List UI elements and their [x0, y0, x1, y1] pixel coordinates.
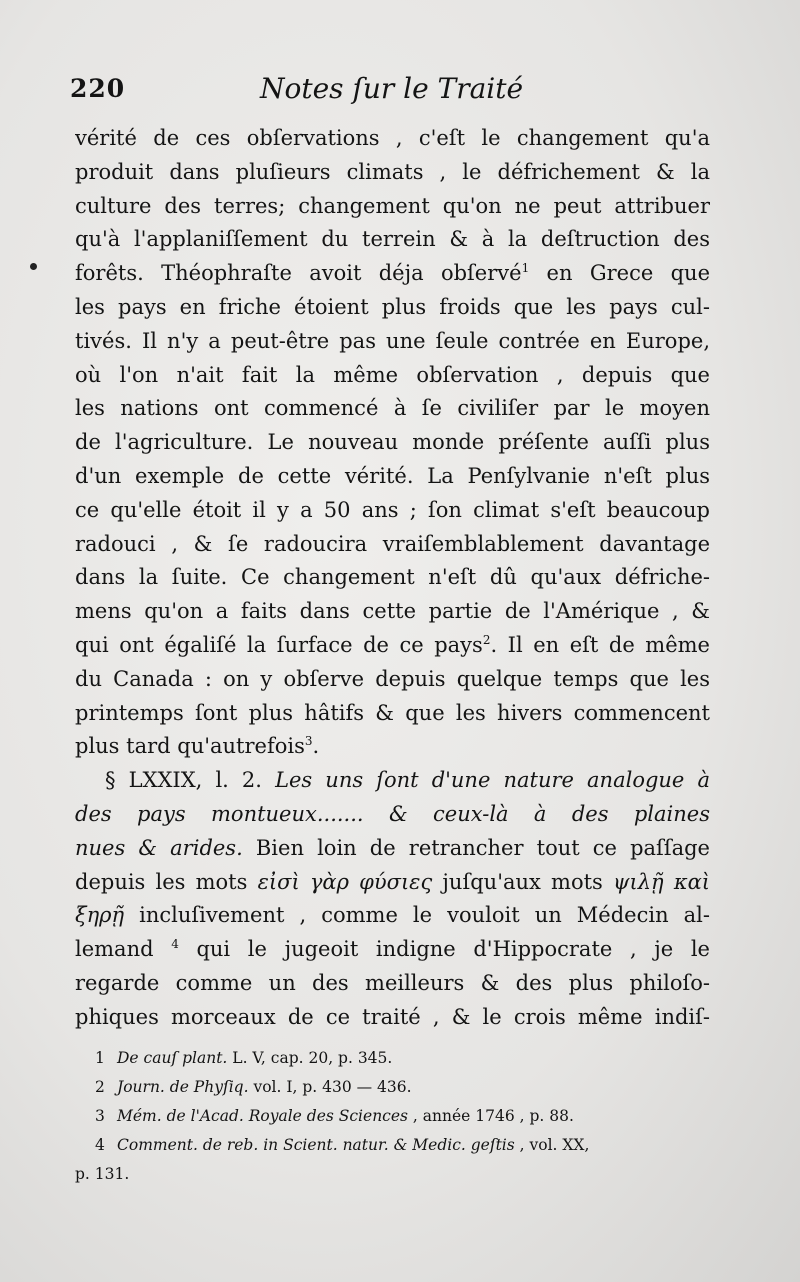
text-segment: Bien loin de retrancher tout ce paſſage: [255, 835, 710, 860]
page-header: [70, 70, 710, 110]
footnote-number: 1: [95, 1049, 105, 1067]
footnote-text: vol. I, p. 430 — 436.: [248, 1078, 412, 1096]
footnote-title: Comment. de reb. in Scient. natur. & Medic. geſtis: [117, 1136, 515, 1154]
text-segment: forêts. Théophraſte avoit déja obſervé: [75, 261, 522, 286]
margin-dot-mark: [30, 263, 37, 270]
footnote: [95, 1131, 710, 1160]
footnote-text: L. V, cap. 20, p. 345.: [227, 1049, 393, 1067]
text-line: culture des terres; changement qu'on ne peut attribuer: [75, 193, 710, 218]
footnote-text: , année 1746 , p. 88.: [407, 1107, 574, 1125]
text-line: d'un exemple de cette vérité. La Penſylvanie n'eſt plus: [75, 463, 710, 488]
text-line: qu'à l'applaniſſement du terrein & à la deſtruction des: [75, 227, 710, 252]
quoted-text: des pays montueux....... & ceux-là à des plaines: [75, 801, 710, 826]
footnote-number: 4: [95, 1136, 105, 1154]
text-segment: qui ont égaliſé la ſurface de ce pays: [75, 632, 483, 657]
text-segment: qui le jugeoit indigne d'Hippocrate , je le: [178, 937, 710, 962]
text-segment: en Grece que: [529, 261, 710, 286]
text-line: printemps ſont plus hâtifs & que les hivers commencent: [75, 700, 710, 725]
text-line: [75, 899, 710, 933]
text-line: [75, 764, 710, 798]
footnote-number: 3: [95, 1107, 105, 1125]
running-title: Notes ſur le Traité: [260, 72, 524, 105]
text-line: [75, 832, 710, 866]
text-line: phiques morceaux de ce traité , & le crois même indiſ-: [75, 1004, 710, 1029]
text-line: les pays en friche étoient plus froids que les pays cul-: [75, 294, 710, 319]
footnote-ref-2: 2: [482, 632, 491, 647]
text-line: [75, 798, 710, 832]
quoted-text: Les uns ſont d'une nature analogue à: [275, 768, 710, 793]
footnote: [95, 1073, 710, 1102]
greek-text: ξηρῇ: [75, 903, 125, 928]
footnote-text: , vol. XX,: [514, 1136, 590, 1154]
page-number: 220: [70, 74, 126, 103]
text-line: ce qu'elle étoit il y a 50 ans ; ſon climat s'eſt beaucoup: [75, 497, 710, 522]
footnote-number: 2: [95, 1078, 105, 1096]
greek-text: ψιλῇ καὶ: [613, 869, 710, 894]
footnote-ref-3: 3: [304, 734, 313, 749]
text-line: du Canada : on y obſerve depuis quelque temps que les: [75, 666, 710, 691]
main-text: [75, 122, 710, 1035]
text-segment: incluſivement , comme le vouloit un Médecin al-: [139, 903, 710, 928]
greek-text: εἰσὶ γὰρ φύσιες: [257, 869, 433, 894]
text-line: mens qu'on a faits dans cette partie de l'Amérique , &: [75, 599, 710, 624]
footnote-ref-1: 1: [521, 261, 530, 276]
quoted-text: nues & arides.: [75, 835, 243, 860]
text-line: [75, 629, 710, 663]
text-line: [75, 730, 710, 764]
text-line: [75, 933, 710, 967]
footnote-title: Journ. de Phyſiq.: [117, 1078, 249, 1096]
text-line: les nations ont commencé à ſe civiliſer par le moyen: [75, 396, 710, 421]
footnote-title: De cauſ plant.: [117, 1049, 228, 1067]
text-line: où l'on n'ait fait la même obſervation , depuis que: [75, 362, 710, 387]
text-line: dans la ſuite. Ce changement n'eſt dû qu'aux défriche-: [75, 565, 710, 590]
text-segment: . Il en eſt de même: [490, 632, 710, 657]
text-line: vérité de ces obſervations , c'eſt le changement qu'a: [75, 126, 710, 150]
text-line: radouci , & ſe radoucira vraiſemblablement davantage: [75, 531, 710, 556]
text-line: [75, 866, 710, 900]
footnote-title: Mém. de l'Acad. Royale des Sciences: [117, 1107, 408, 1125]
text-line: regarde comme un des meilleurs & des plus philoſo-: [75, 970, 710, 995]
text-segment: lemand: [75, 937, 154, 962]
text-segment: depuis les mots: [75, 869, 248, 894]
text-line: produit dans pluſieurs climats , le défrichement & la: [75, 159, 710, 184]
footnotes: [75, 1044, 710, 1189]
text-segment: plus tard qu'autrefois: [75, 734, 305, 759]
text-segment: .: [312, 734, 320, 759]
text-line: de l'agriculture. Le nouveau monde préſente auſſi plus: [75, 430, 710, 455]
footnote: [95, 1102, 710, 1131]
footnote-ref-4: 4: [171, 937, 179, 952]
text-line: [75, 257, 710, 291]
footnote: [95, 1044, 710, 1073]
footnote-continuation: p. 131.: [75, 1165, 130, 1183]
section-reference: § LXXIX, l. 2.: [105, 768, 262, 793]
text-line: tivés. Il n'y a peut-être pas une ſeule contrée en Europe,: [75, 328, 710, 353]
text-segment: juſqu'aux mots: [442, 869, 603, 894]
